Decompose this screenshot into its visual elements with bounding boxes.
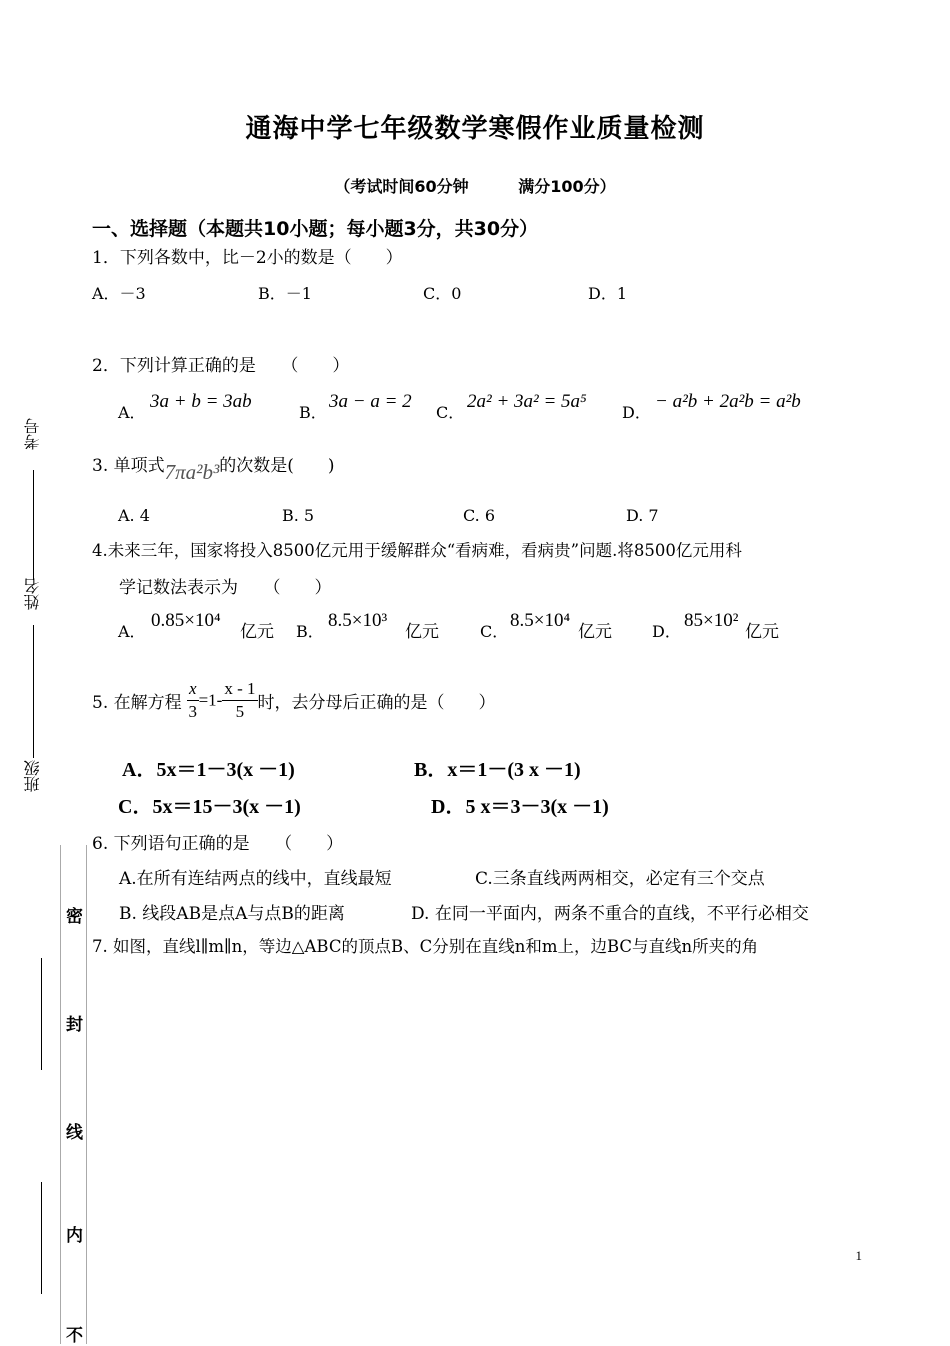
section-heading: 一、选择题（本题共10小题；每小题3分，共30分）	[92, 218, 539, 240]
q3-option-c: C. 6	[463, 506, 496, 525]
q3-stem-post: 的次数是( )	[219, 456, 335, 476]
exam-info	[0, 174, 950, 197]
q5-option-a: A．5x＝1－3(x －1)	[122, 759, 295, 781]
question-1-stem: 1．下列各数中，比－2小的数是（ ）	[92, 248, 403, 268]
q4-option-b-unit: 亿元	[405, 622, 439, 642]
q5-fraction-2	[222, 678, 257, 723]
side-label-kaohao: 考号	[23, 418, 42, 450]
q4-option-c-unit: 亿元	[578, 622, 612, 642]
q5-option-d: D．5 x＝3－3(x －1)	[431, 796, 609, 818]
q4-option-a: 0.85×10⁴	[151, 610, 221, 631]
side-line-kaohao	[33, 470, 34, 580]
q6-option-a: A.在所有连结两点的线中，直线最短	[119, 869, 392, 889]
q1-option-c: C．0	[423, 284, 462, 303]
q2-option-b: 3a − a = 2	[329, 391, 412, 412]
question-3-stem	[92, 451, 335, 484]
question-4-stem-line1: 4.未来三年，国家将投入8500亿元用于缓解群众“看病难，看病贵”问题.将8500亿元用科	[92, 541, 742, 560]
q4-option-d: 85×10²	[684, 610, 739, 631]
question-2-stem: 2．下列计算正确的是 （ ）	[92, 356, 350, 376]
q4-option-a-unit: 亿元	[240, 622, 274, 642]
page-number: 1	[855, 1248, 862, 1263]
q4-option-d-label: D．	[652, 622, 681, 641]
q5-stem-pre: 5. 在解方程	[92, 693, 182, 713]
q5-equation-mid: =1-	[198, 690, 223, 710]
seal-char-nei: 内	[66, 1226, 83, 1246]
question-4-stem-line2: 学记数法表示为 （ ）	[119, 578, 332, 598]
q2-option-b-label: B．	[299, 403, 327, 422]
q6-option-d: D. 在同一平面内，两条不重合的直线，不平行必相交	[411, 904, 809, 924]
seal-marker-2	[41, 1182, 42, 1294]
q5-option-c: C．5x＝15－3(x －1)	[118, 796, 301, 818]
q2-option-a-label: A．	[118, 403, 146, 422]
q4-option-b: 8.5×10³	[328, 610, 388, 631]
q4-option-c-label: C．	[480, 622, 509, 641]
q5-fraction-1	[187, 678, 199, 723]
q2-option-d-label: D．	[622, 403, 651, 422]
q5-stem-post: 时，去分母后正确的是（ ）	[257, 693, 496, 713]
q4-option-d-unit: 亿元	[745, 622, 779, 642]
q3-option-b: B. 5	[282, 506, 315, 525]
q4-option-a-label: A．	[118, 622, 146, 641]
q4-option-c: 8.5×10⁴	[510, 610, 571, 631]
q2-option-d: − a²b + 2a²b = a²b	[655, 391, 801, 412]
question-7-stem: 7. 如图，直线l∥m∥n，等边△ABC的顶点B、C分别在直线n和m上，边BC与直线n所夹的角	[92, 937, 759, 956]
exam-score: 满分100分）	[518, 177, 616, 196]
q6-option-c: C.三条直线两两相交，必定有三个交点	[475, 869, 765, 889]
q5-fraction-2-num: x - 1	[222, 678, 257, 701]
q1-option-b: B．－1	[258, 284, 312, 303]
q2-option-c-label: C．	[436, 403, 465, 422]
question-5-stem	[92, 678, 496, 723]
q2-option-c: 2a² + 3a² = 5a⁵	[467, 391, 587, 412]
seal-line-right	[86, 845, 87, 1344]
side-line-xingming	[33, 625, 34, 758]
q5-option-b: B．x＝1－(3 x －1)	[414, 759, 581, 781]
q3-option-a: A. 4	[118, 506, 150, 525]
q2-option-a: 3a + b = 3ab	[150, 391, 252, 412]
page-title: 通海中学七年级数学寒假作业质量检测	[245, 114, 705, 144]
seal-marker-1	[41, 958, 42, 1070]
exam-time: （考试时间60分钟	[334, 177, 469, 196]
q1-option-d: D．1	[588, 284, 628, 303]
seal-char-feng: 封	[66, 1015, 83, 1035]
seal-char-bu: 不	[66, 1326, 83, 1346]
q1-option-a: A．－3	[92, 284, 146, 303]
side-label-banji: 班级	[23, 760, 42, 792]
q5-fraction-1-num: x	[187, 678, 199, 701]
q3-monomial: 7πa²b³	[164, 460, 220, 484]
q5-fraction-2-den: 5	[235, 702, 245, 721]
q6-option-b: B. 线段AB是点A与点B的距离	[119, 904, 345, 924]
q3-stem-pre: 3. 单项式	[92, 456, 165, 476]
seal-char-xian: 线	[66, 1123, 83, 1143]
side-label-xingming: 姓名	[23, 578, 42, 610]
q4-option-b-label: B．	[296, 622, 324, 641]
q5-fraction-1-den: 3	[188, 702, 198, 721]
question-6-stem: 6. 下列语句正确的是 （ ）	[92, 834, 344, 854]
q3-option-d: D. 7	[626, 506, 659, 525]
seal-char-mi: 密	[66, 907, 83, 927]
seal-line-left	[60, 845, 61, 1344]
